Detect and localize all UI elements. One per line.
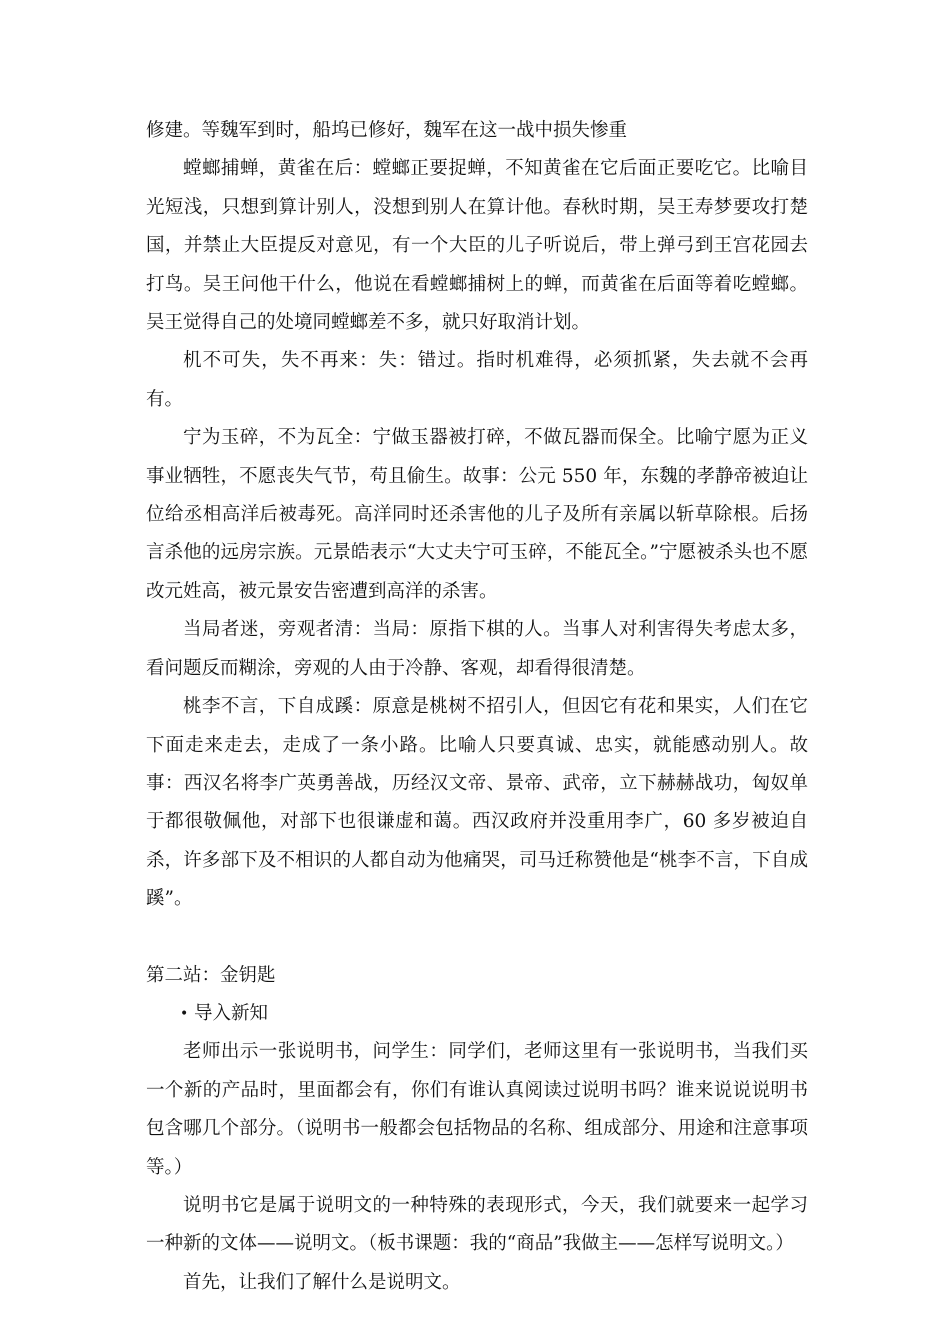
paragraph-continuation: 修建。等魏军到时，船坞已修好，魏军在这一战中损失惨重 bbox=[146, 120, 628, 141]
paragraph-idiom-mantis: 螳螂捕蝉，黄雀在后：螳螂正要捉蝉，不知黄雀在它后面正要吃它。比喻目光短浅，只想到算计别人，没想到别人在算计他。春秋时期，吴王寿梦要攻打楚国，并禁止大臣提反对意见，有一个大臣的儿子听说后，带上弹弓到王宫花园去打鸟。吴王问他干什么，他说在看螳螂捕树上的蝉，而黄雀在后面等着吃螳螂。吴王觉得自己的处境同螳螂差不多，就只好取消计划。 bbox=[146, 158, 808, 334]
paragraph-idiom-peach-plum: 桃李不言，下自成蹊：原意是桃树不招引人，但因它有花和果实，人们在它下面走来走去，走成了一条小路。比喻人只要真诚、忠实，就能感动别人。故事：西汉名将李广英勇善战，历经汉文帝、景帝、武帝，立下赫赫战功，匈奴单于都很敬佩他，对部下也很谦虚和蔼。西汉政府并没重用李广，60 多岁被迫自杀，许多部下及不相识的人都自动为他痛哭，司马迁称赞他是“桃李不言，下自成蹊”。 bbox=[146, 696, 808, 910]
section-title: 第二站：金钥匙 bbox=[146, 964, 276, 986]
paragraph-expository-intro: 说明书它是属于说明文的一种特殊的表现形式，今天，我们就要来一起学习一种新的文体——说明文。（板书课题：我的“商品”我做主——怎样写说明文。） bbox=[146, 1194, 808, 1255]
paragraph-idiom-onlooker: 当局者迷，旁观者清：当局：原指下棋的人。当事人对利害得失考虑太多，看问题反而糊涂，旁观的人由于冷静、客观，却看得很清楚。 bbox=[146, 619, 808, 679]
paragraph-instruction-manual: 老师出示一张说明书，问学生：同学们，老师这里有一张说明书，当我们买一个新的产品时，里面都会有，你们有谁认真阅读过说明书吗？谁来说说说明书包含哪几个部分。（说明书一般都会包括物品的名称、组成部分、用途和注意事项等。） bbox=[146, 1041, 808, 1178]
bullet-item bbox=[146, 995, 808, 1033]
bullet-text: 导入新知 bbox=[194, 1002, 269, 1024]
bullet-icon: • bbox=[180, 1005, 189, 1022]
paragraph-idiom-opportunity: 机不可失，失不再来：失：错过。指时机难得，必须抓紧，失去就不会再有。 bbox=[146, 350, 808, 410]
paragraph-what-is-expository: 首先，让我们了解什么是说明文。 bbox=[183, 1271, 461, 1293]
paragraph-idiom-jade: 宁为玉碎，不为瓦全：宁做玉器被打碎，不做瓦器而保全。比喻宁愿为正义事业牺牲，不愿丧失气节，苟且偷生。故事：公元 550 年，东魏的孝静帝被迫让位给丞相高洋后被毒死。高洋同时还杀害他的儿子及所有亲属以斩草除根。后扬言杀他的远房宗族。元景皓表示“大丈夫宁可玉碎，不能瓦全。”宁愿被杀头也不愿改元姓高，被元景安告密遭到高洋的杀害。 bbox=[146, 427, 808, 602]
document-body bbox=[146, 112, 808, 1302]
